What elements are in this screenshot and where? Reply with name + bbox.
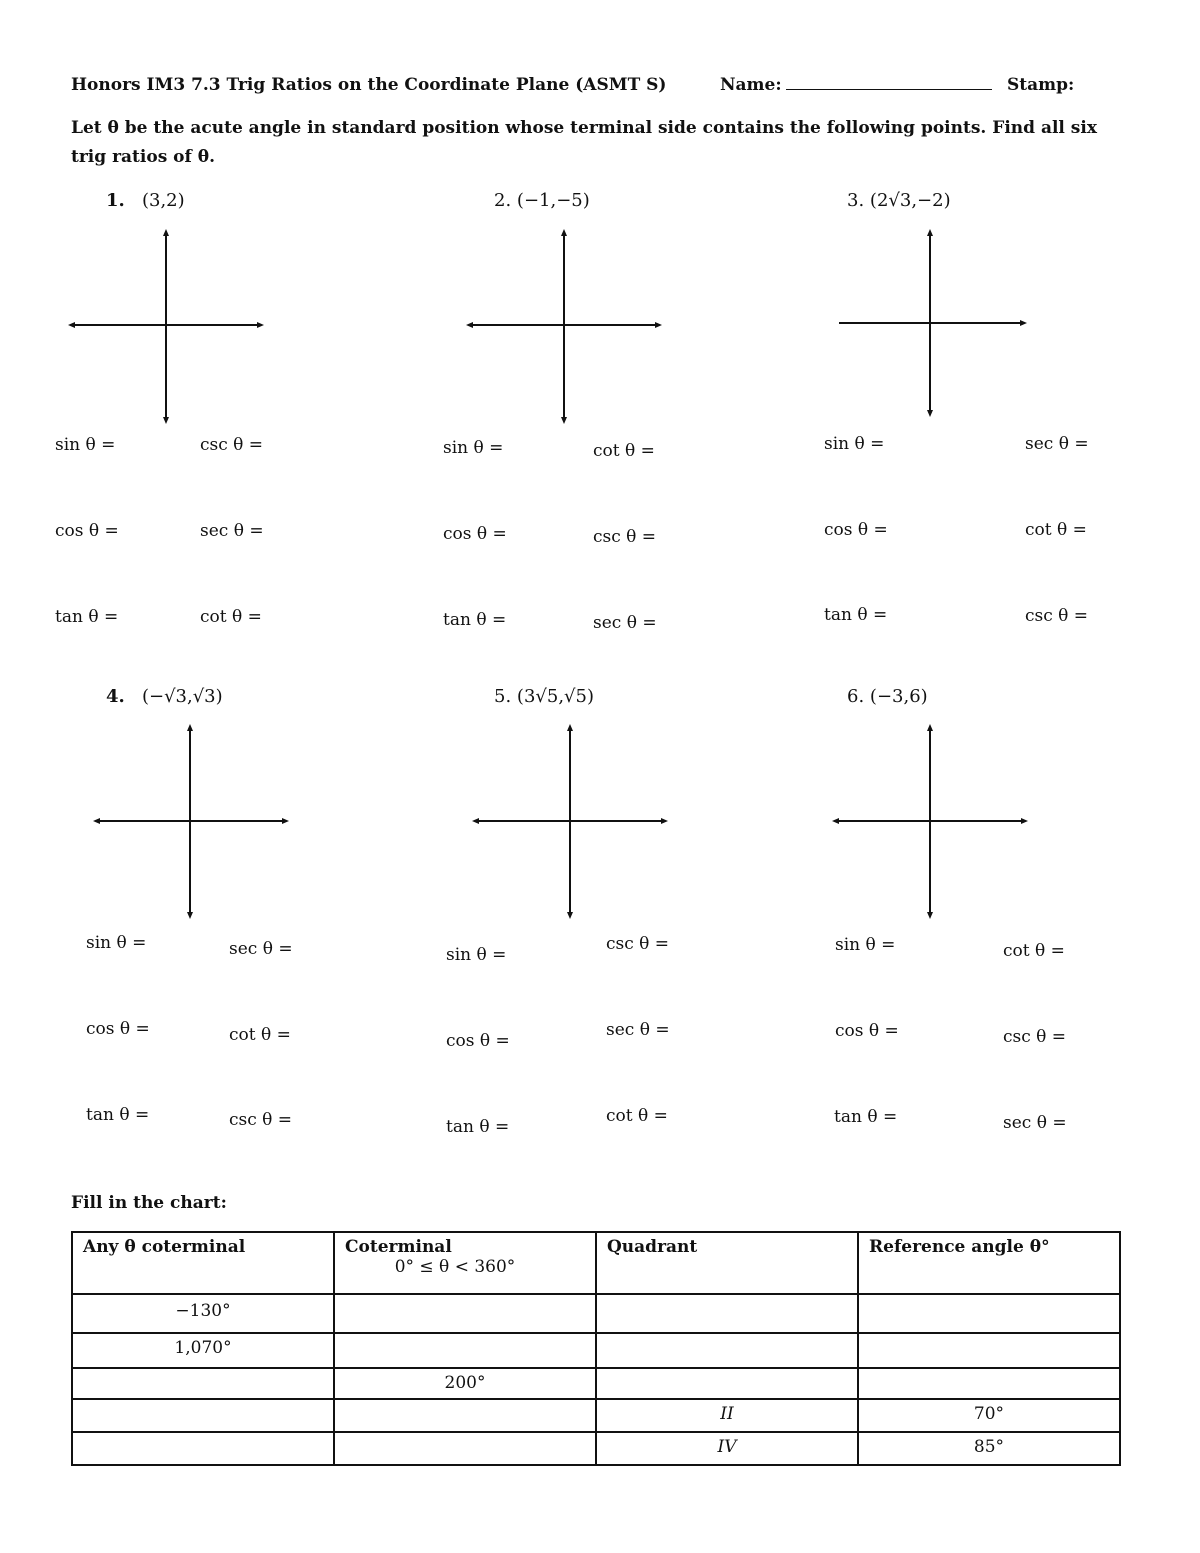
table-cell[interactable]: 85° [858,1432,1120,1465]
ratio-tan: tan θ = [86,1105,150,1125]
ratio-sec: sec θ = [229,939,293,959]
ratio-sin: sin θ = [446,945,507,965]
name-label: Name: [720,75,782,95]
table-cell[interactable] [72,1368,334,1399]
ratio-sin: sin θ = [835,935,896,955]
ratio-sin: sin θ = [824,434,885,454]
problem-point: (3,2) [141,190,185,211]
problem-5-label [494,686,594,707]
table-row [72,1368,1120,1399]
problem-number: 1. [106,190,125,211]
header-any-coterminal: Any θ coterminal [72,1232,334,1294]
ratio-sec: sec θ = [200,521,264,541]
ratio-csc: csc θ = [606,934,670,954]
ratio-sec: sec θ = [1025,434,1089,454]
ratio-csc: csc θ = [1003,1027,1067,1047]
ratio-cot: cot θ = [1003,941,1065,961]
table-cell[interactable] [596,1294,858,1333]
worksheet-title: Honors IM3 7.3 Trig Ratios on the Coordinate Plane (ASMT S) [71,75,667,95]
header-coterminal [334,1232,596,1294]
table-cell[interactable] [72,1399,334,1432]
ratio-cos: cos θ = [55,521,119,541]
table-row [72,1432,1120,1465]
ratio-sec: sec θ = [1003,1113,1067,1133]
quadrant-value: II [720,1404,734,1424]
ratio-cos: cos θ = [835,1021,899,1041]
problem-2-label [494,190,590,211]
table-cell[interactable] [858,1294,1120,1333]
ratio-cos: cos θ = [446,1031,510,1051]
ratio-cos: cos θ = [443,524,507,544]
coordinate-axes-2[interactable] [466,229,662,424]
name-blank-line[interactable] [786,75,992,90]
problem-6-label [847,686,928,707]
table-cell[interactable] [858,1333,1120,1368]
header-reference-angle: Reference angle θ° [858,1232,1120,1294]
ratio-cot: cot θ = [593,441,655,461]
ratio-cot: cot θ = [606,1106,668,1126]
problem-number: 3. [847,190,865,211]
problem-point: (−√3,√3) [141,686,223,707]
table-cell[interactable] [72,1432,334,1465]
ratio-cot: cot θ = [200,607,262,627]
ratio-cos: cos θ = [824,520,888,540]
ratio-tan: tan θ = [443,610,507,630]
problem-number: 4. [106,686,125,707]
coordinate-axes-6[interactable] [832,724,1028,919]
problem-number: 6. [847,686,865,707]
ratio-csc: csc θ = [200,435,264,455]
ratio-tan: tan θ = [834,1107,898,1127]
table-header-row [72,1232,1120,1294]
table-row [72,1333,1120,1368]
table-cell[interactable] [596,1333,858,1368]
ratio-csc: csc θ = [593,527,657,547]
header-coterminal-label: Coterminal [345,1237,452,1257]
problem-number: 2. [494,190,512,211]
ratio-cos: cos θ = [86,1019,150,1039]
table-cell[interactable] [334,1294,596,1333]
table-cell[interactable]: −130° [72,1294,334,1333]
ratio-sin: sin θ = [55,435,116,455]
problem-point: (−1,−5) [516,190,590,211]
problem-1-label [106,190,185,211]
ratio-csc: csc θ = [229,1110,293,1130]
ratio-tan: tan θ = [824,605,888,625]
table-cell[interactable]: 1,070° [72,1333,334,1368]
ratio-sec: sec θ = [606,1020,670,1040]
table-row [72,1294,1120,1333]
table-cell[interactable] [858,1368,1120,1399]
problem-point: (2√3,−2) [869,190,951,211]
ratio-sin: sin θ = [86,933,147,953]
table-cell[interactable]: 70° [858,1399,1120,1432]
table-cell[interactable] [334,1399,596,1432]
table-cell[interactable] [334,1432,596,1465]
problem-point: (3√5,√5) [516,686,594,707]
chart-title: Fill in the chart: [71,1193,227,1213]
coterminal-range: 0° ≤ θ < 360° [394,1257,516,1277]
ratio-cot: cot θ = [1025,520,1087,540]
table-cell[interactable] [334,1333,596,1368]
ratio-csc: csc θ = [1025,606,1089,626]
coordinate-axes-1[interactable] [68,229,264,424]
problem-point: (−3,6) [869,686,928,707]
name-field[interactable] [720,75,992,95]
quadrant-value: IV [717,1437,737,1457]
ratio-sec: sec θ = [593,613,657,633]
table-cell[interactable] [596,1368,858,1399]
coordinate-axes-5[interactable] [472,724,668,919]
problem-3-label [847,190,951,211]
problem-4-label [106,686,223,707]
coordinate-axes-4[interactable] [93,724,289,919]
problem-number: 5. [494,686,512,707]
ratio-tan: tan θ = [446,1117,510,1137]
coordinate-axes-3[interactable] [835,229,1027,417]
table-row [72,1399,1120,1432]
header-quadrant: Quadrant [596,1232,858,1294]
instructions: Let θ be the acute angle in standard position whose terminal side contains the following points. Find all six trig ratios of θ. [71,118,1097,167]
stamp-label: Stamp: [1007,75,1075,95]
ratio-cot: cot θ = [229,1025,291,1045]
angle-chart [71,1231,1121,1466]
ratio-tan: tan θ = [55,607,119,627]
ratio-sin: sin θ = [443,438,504,458]
table-cell[interactable]: 200° [334,1368,596,1399]
